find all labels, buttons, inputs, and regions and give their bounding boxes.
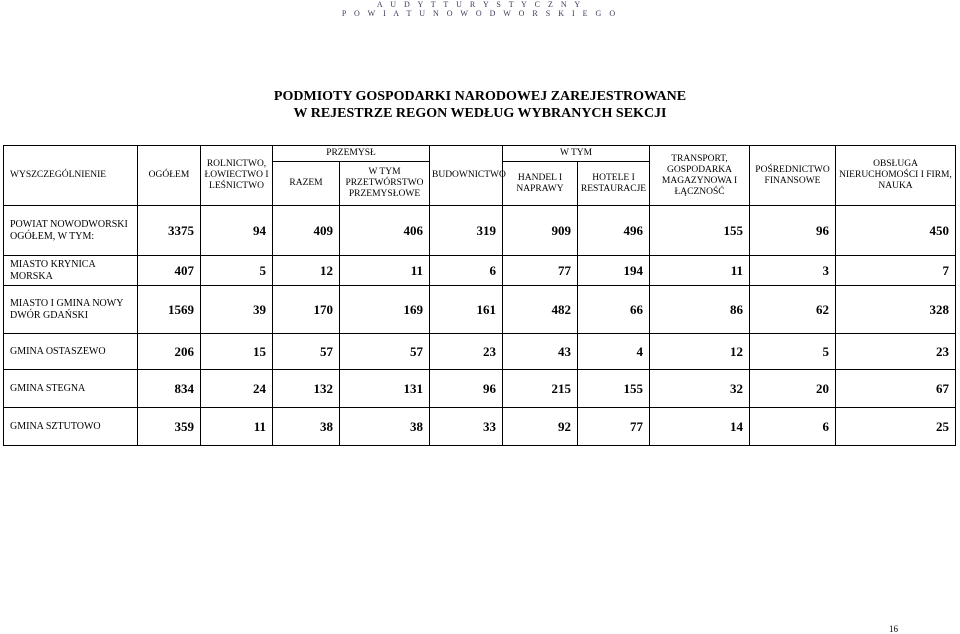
table-cell: 11 — [650, 256, 750, 286]
table-cell: 12 — [273, 256, 340, 286]
table-cell: 319 — [430, 206, 503, 256]
table-cell: 66 — [578, 286, 650, 334]
header-of-which: W TYM — [503, 146, 650, 162]
table-cell: 131 — [340, 370, 430, 408]
table-cell: 5 — [201, 256, 273, 286]
running-header — [0, 0, 960, 18]
header-real-estate: OBSŁUGA NIERUCHOMOŚCI I FIRM, NAUKA — [836, 146, 956, 206]
page-number: 16 — [889, 624, 898, 634]
page-title-line1: PODMIOTY GOSPODARKI NARODOWEJ ZAREJESTROWANE — [273, 89, 687, 104]
header-industry-manufacturing: W TYM PRZETWÓRSTWO PRZEMYSŁOWE — [340, 162, 430, 206]
row-label: POWIAT NOWODWORSKI OGÓŁEM, W TYM: — [4, 206, 138, 256]
table-cell: 170 — [273, 286, 340, 334]
table-cell: 77 — [578, 408, 650, 446]
running-header-line2: P O W I A T U N O W O D W O R S K I E G O — [341, 9, 619, 18]
table-cell: 359 — [138, 408, 201, 446]
table-cell: 407 — [138, 256, 201, 286]
table-cell: 39 — [201, 286, 273, 334]
table-cell: 43 — [503, 334, 578, 370]
table-row — [4, 408, 956, 446]
table-cell: 169 — [340, 286, 430, 334]
header-trade: HANDEL I NAPRAWY — [503, 162, 578, 206]
table-cell: 5 — [750, 334, 836, 370]
table-cell: 86 — [650, 286, 750, 334]
table-cell: 3 — [750, 256, 836, 286]
table-cell: 6 — [430, 256, 503, 286]
row-label: MIASTO KRYNICA MORSKA — [4, 256, 138, 286]
table-cell: 92 — [503, 408, 578, 446]
table-cell: 38 — [340, 408, 430, 446]
table-cell: 14 — [650, 408, 750, 446]
table-cell: 94 — [201, 206, 273, 256]
table-cell: 23 — [836, 334, 956, 370]
table-cell: 206 — [138, 334, 201, 370]
table-cell: 155 — [578, 370, 650, 408]
table-row — [4, 286, 956, 334]
table-cell: 62 — [750, 286, 836, 334]
page-title — [0, 88, 960, 122]
table-cell: 328 — [836, 286, 956, 334]
table-cell: 12 — [650, 334, 750, 370]
table-cell: 96 — [430, 370, 503, 408]
table-cell: 67 — [836, 370, 956, 408]
table-cell: 57 — [340, 334, 430, 370]
table-row — [4, 256, 956, 286]
row-label: GMINA STEGNA — [4, 370, 138, 408]
row-label: GMINA OSTASZEWO — [4, 334, 138, 370]
table-cell: 155 — [650, 206, 750, 256]
table-row — [4, 370, 956, 408]
regon-table — [3, 145, 956, 446]
header-spec: WYSZCZEGÓLNIENIE — [4, 146, 138, 206]
table-cell: 23 — [430, 334, 503, 370]
table-cell: 1569 — [138, 286, 201, 334]
table-cell: 215 — [503, 370, 578, 408]
table-cell: 57 — [273, 334, 340, 370]
table-cell: 7 — [836, 256, 956, 286]
row-label: MIASTO I GMINA NOWY DWÓR GDAŃSKI — [4, 286, 138, 334]
table-cell: 834 — [138, 370, 201, 408]
table-cell: 406 — [340, 206, 430, 256]
table-cell: 24 — [201, 370, 273, 408]
header-industry: PRZEMYSŁ — [273, 146, 430, 162]
table-cell: 25 — [836, 408, 956, 446]
table-cell: 4 — [578, 334, 650, 370]
header-transport: TRANSPORT, GOSPODARKA MAGAZYNOWA I ŁĄCZNOŚĆ — [650, 146, 750, 206]
table-cell: 15 — [201, 334, 273, 370]
running-header-line1: A U D Y T T U R Y S T Y C Z N Y — [376, 0, 584, 9]
table-cell: 11 — [201, 408, 273, 446]
table-cell: 3375 — [138, 206, 201, 256]
table-cell: 450 — [836, 206, 956, 256]
table-cell: 33 — [430, 408, 503, 446]
table-row — [4, 206, 956, 256]
header-industry-total: RAZEM — [273, 162, 340, 206]
table-cell: 96 — [750, 206, 836, 256]
table-cell: 909 — [503, 206, 578, 256]
table-cell: 20 — [750, 370, 836, 408]
table-cell: 194 — [578, 256, 650, 286]
table-cell: 132 — [273, 370, 340, 408]
table-cell: 32 — [650, 370, 750, 408]
table-cell: 161 — [430, 286, 503, 334]
header-finance: POŚREDNICTWO FINANSOWE — [750, 146, 836, 206]
table-cell: 482 — [503, 286, 578, 334]
table-cell: 409 — [273, 206, 340, 256]
table-cell: 11 — [340, 256, 430, 286]
header-hotels: HOTELE I RESTAURACJE — [578, 162, 650, 206]
table-cell: 38 — [273, 408, 340, 446]
table-row — [4, 334, 956, 370]
table-cell: 496 — [578, 206, 650, 256]
table-cell: 6 — [750, 408, 836, 446]
row-label: GMINA SZTUTOWO — [4, 408, 138, 446]
page-title-line2: W REJESTRZE REGON WEDŁUG WYBRANYCH SEKCJI — [293, 106, 667, 121]
header-agriculture: ROLNICTWO, ŁOWIECTWO I LEŚNICTWO — [201, 146, 273, 206]
header-construction: BUDOWNICTWO — [430, 146, 503, 206]
table-cell: 77 — [503, 256, 578, 286]
header-total: OGÓŁEM — [138, 146, 201, 206]
